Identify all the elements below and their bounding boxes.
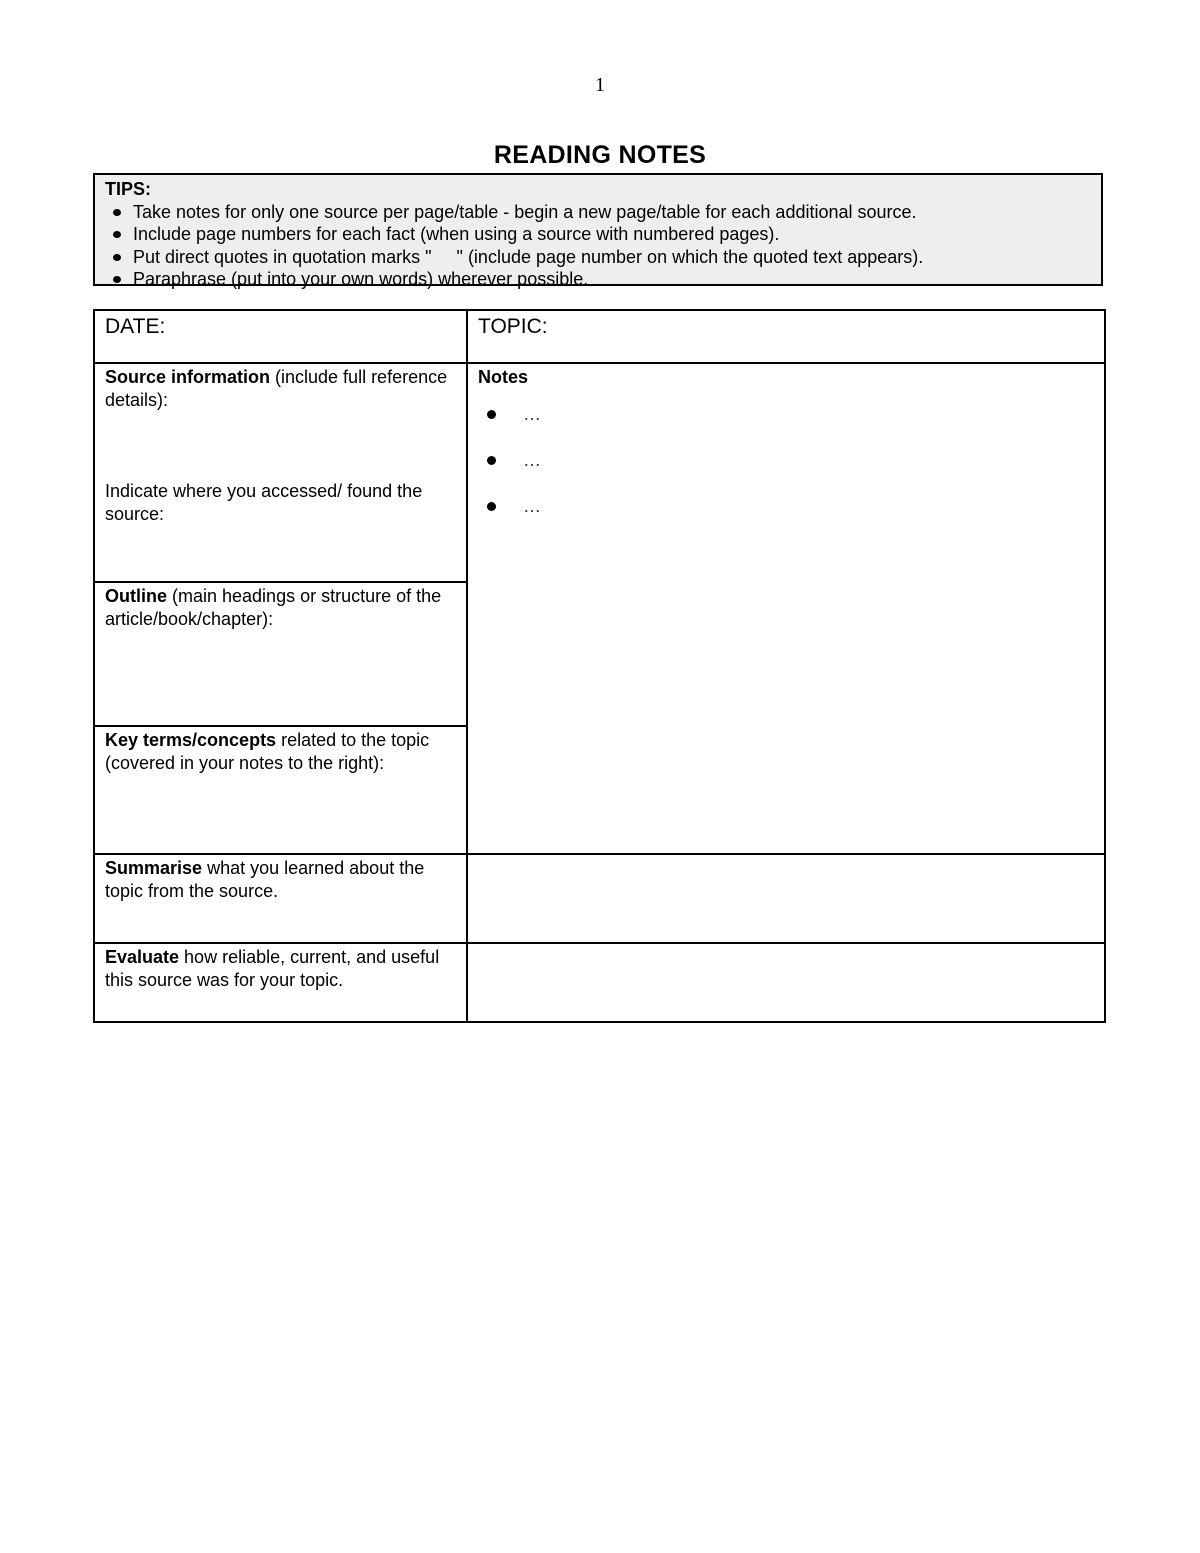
outline-label: Outline (main headings or structure of the article/book/chapter):: [105, 586, 442, 629]
page-number: 1: [595, 74, 605, 96]
access-location-label: Indicate where you accessed/ found the source:: [105, 481, 423, 524]
notes-list: [478, 403, 1094, 541]
evaluate-label: Evaluate how reliable, current, and useful this source was for your topic.: [105, 947, 440, 990]
tip-item: [105, 223, 1091, 246]
tip-text: Put direct quotes in quotation marks " " (include page number on which the quoted text appears).: [133, 246, 924, 267]
tips-box: [93, 173, 1103, 289]
topic-label: TOPIC:: [478, 315, 548, 338]
notes-cell[interactable]: [468, 364, 1104, 853]
bullet-icon: [113, 209, 121, 216]
tip-item: [105, 201, 1091, 224]
date-cell[interactable]: [95, 311, 466, 362]
bullet-icon: [487, 502, 496, 511]
tip-text: Take notes for only one source per page/table - begin a new page/table for each additional source.: [133, 201, 917, 222]
bullet-icon: [487, 410, 496, 419]
summarise-label: Summarise what you learned about the topic from the source.: [105, 858, 425, 901]
tips-list: [105, 201, 1091, 291]
note-item[interactable]: …: [478, 495, 1094, 541]
notes-label: Notes: [478, 367, 529, 387]
evaluate-cell: [95, 944, 466, 1021]
tip-text: Paraphrase (put into your own words) wherever possible.: [133, 269, 589, 289]
tip-text: Include page numbers for each fact (when using a source with numbered pages).: [133, 224, 780, 244]
bullet-icon: [113, 276, 121, 283]
key-terms-label: Key terms/concepts related to the topic (covered in your notes to the right):: [105, 730, 430, 773]
reading-notes-table: [93, 309, 1106, 1023]
tip-item: [105, 268, 1091, 291]
note-item[interactable]: …: [478, 403, 1094, 449]
bullet-icon: [487, 456, 496, 465]
bullet-icon: [113, 231, 121, 238]
tip-item: [105, 246, 1091, 269]
summarise-input-cell[interactable]: [468, 855, 1104, 942]
key-terms-cell[interactable]: [95, 727, 466, 853]
note-item[interactable]: …: [478, 449, 1094, 495]
topic-cell[interactable]: [468, 311, 1104, 362]
summarise-cell: [95, 855, 466, 942]
tips-label: TIPS:: [105, 179, 152, 199]
source-information-cell[interactable]: [95, 364, 466, 581]
evaluate-input-cell[interactable]: [468, 944, 1104, 1021]
page-title: READING NOTES: [493, 141, 707, 169]
source-information-label: Source information (include full reference details):: [105, 367, 448, 410]
outline-cell[interactable]: [95, 583, 466, 725]
bullet-icon: [113, 254, 121, 261]
date-label: DATE:: [105, 315, 166, 338]
